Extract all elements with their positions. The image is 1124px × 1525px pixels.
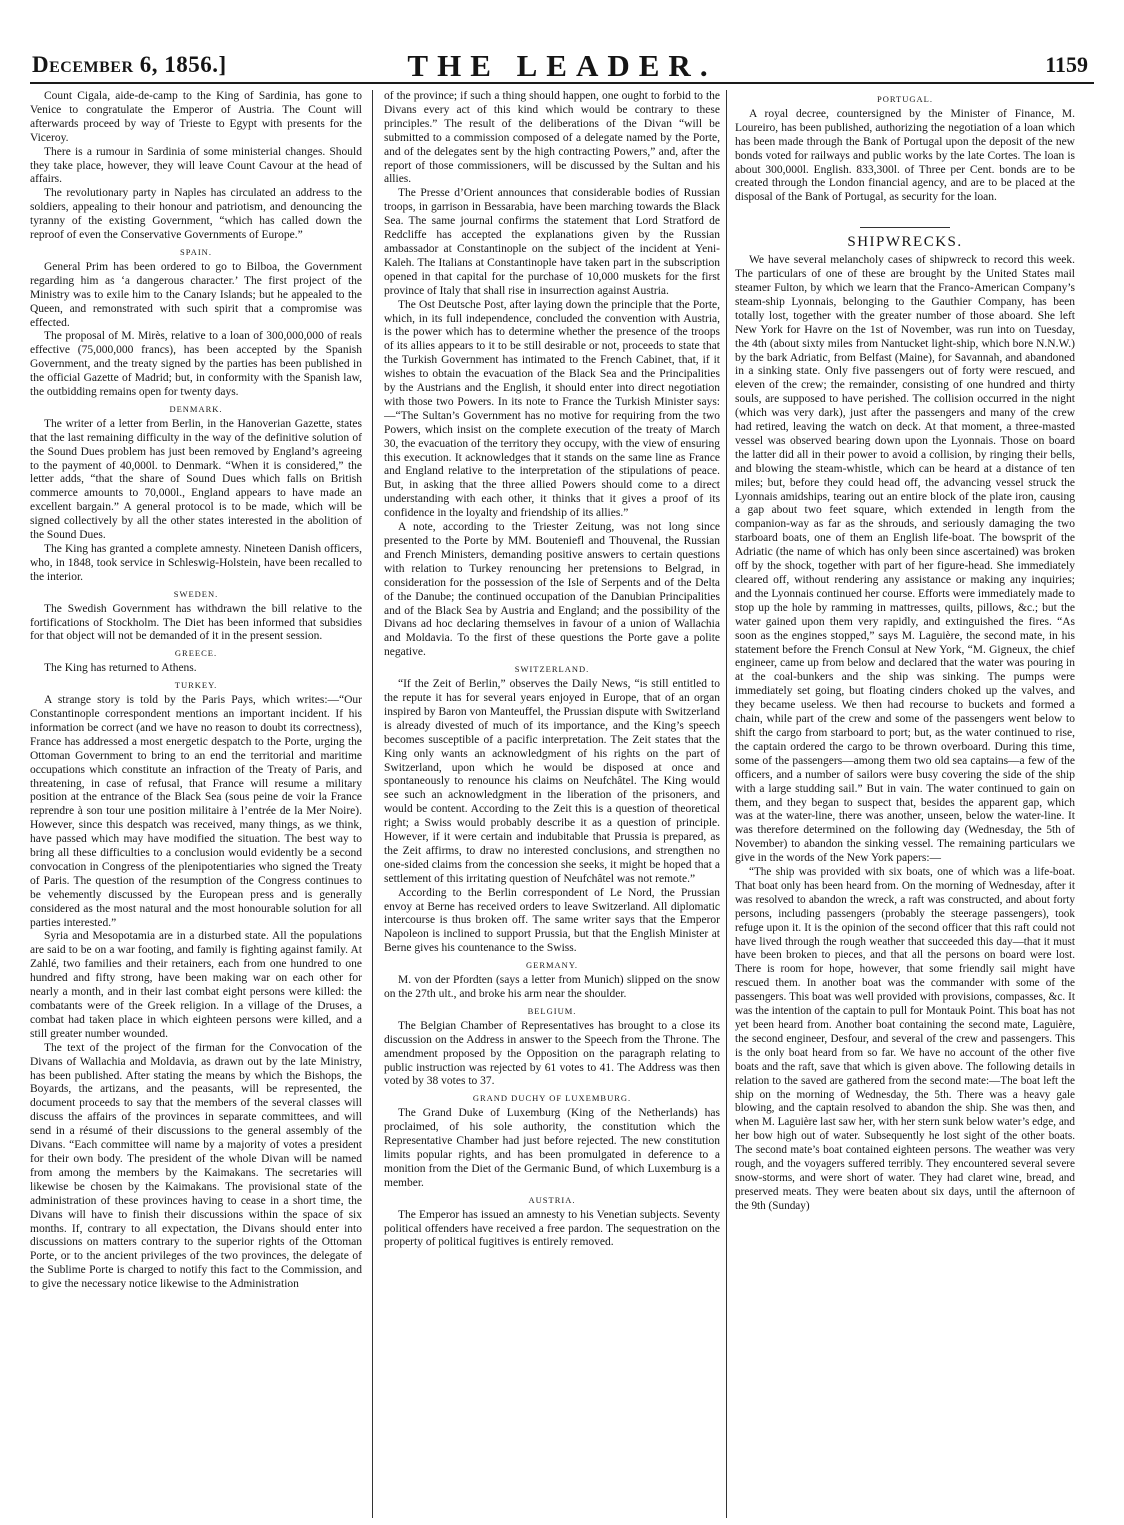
paragraph: A royal decree, countersigned by the Minister of Finance, M. Loureiro, has been published, authorizing the negotiation of a loan which has been made through the Bank of Portugal upon the deposit of the new bonds voted for railways and public works by the late Cortes. The loan is about 300,000l. English. 833,300l. of Three per Cent. bonds are to be created through the London financial agency, and are to be placed at the disposal of the Bank of Portugal, as security for the loan.: [735, 107, 1075, 204]
paragraph: The proposal of M. Mirès, relative to a loan of 300,000,000 of reals effective (75,000,000 francs), has been accepted by the Spanish Government, and the treaty signed by the parties has been published in the official Gazette of Madrid; but, in conformity with the Spanish law, the outbidding remains open for twenty days.: [30, 330, 362, 399]
paragraph: The Belgian Chamber of Representatives has brought to a close its discussion on the Address in answer to the Speech from the Throne. The amendment proposed by the Opposition on the paragraph relating to public instruction was rejected by 61 votes to 41. The Address was then voted by 38 votes to 37.: [384, 1019, 720, 1088]
page-number: 1159: [1045, 52, 1088, 77]
paragraph: The Grand Duke of Luxemburg (King of the Netherlands) has proclaimed, of his sole authority, the constitution which the Representative Chamber had just before rejected. The new constitution limits popular rights, and has been promulgated in deference to a monition from the Diet of the Germanic Bund, of which Luxemburg is a member.: [384, 1107, 720, 1189]
section-heading-germany: GERMANY.: [525, 960, 578, 971]
column-divider: [726, 90, 727, 1518]
issue-date: December 6, 1856.]: [32, 52, 227, 77]
paragraph: Count Cigala, aide-de-camp to the King of Sardinia, has gone to Venice to congratulate the Emperor of Austria. The Count will afterwards proceed by way of Trieste to Egypt with presents for the Viceroy.: [30, 90, 362, 144]
paragraph: We have several melancholy cases of shipwreck to record this week. The particulars of one of these are brought by the United States mail steamer Fulton, by which we learn that the Franco-American Company’s steam-ship Lyonnais, belonging to the Gauthier Company, has been totally lost, together with the greater number of those aboard. She left New York for Havre on the 1st of November, was run into on Tuesday, the 4th (about sixty miles from Nantucket light-ship, which bore N.N.W.) by the bark Adriatic, from Belfast (Maine), for Savannah, and abandoned in a sinking state. Only five passengers out of forty were rescued, and eleven of the crew; the remainder, consisting of one hundred and thirty souls, are supposed to have perished. The collision occurred in the night (which was very dark), just after the passengers and many of the crew had retired, leaving the watch on deck. At that moment, a three-masted vessel was observed bearing down upon the Lyonnais. Those on board the latter did all in their power to avoid a collision, by ringing their bells, and blowing the steam-whistle, which can be heard at a distance of ten miles; but, before they could head off, the advancing vessel struck the Lyonnais amidships, tearing out an entire block of the plate iron, causing a gap about two feet square, which extended in length from the companion-way as far as the shrouds, and seriously damaging the two starboard boats, one of them an English life-boat. The bowsprit of the Adriatic (the name of which has only been since ascertained) was broken off by the shock, together with part of her figure-head. She immediately cleared off, without rendering any assistance or making any inquiries; and the Lyonnais continued her course. Efforts were immediately made to stop up the hole by ramming in mattresses, quilts, pillows, &c.; but the water gained upon them very rapidly, and extinguished the fires. “As soon as the engines stopped,” says M. Laguière, the second mate, in his statement before the French Consul at New York, “M. Gigneux, the chief engineer, came up from below and declared that the water was pouring in at the coal-bunkers and the ship was sinking. The pumps were immediately set going, but floating cinders choked up the valves, and they became useless. We then had recourse to buckets and formed a chain, while part of the crew and some of the passengers went below to shift the cargo from starboard to port; but, as the water continued to rise, the captain ordered the cargo to be thrown overboard. During this time, some of the passengers—among them two old sea captains—a few of the officers, and a number of sailors were busy covering the side of the ship with a large studding sail.” But in vain. The water continued to gain on them, and they began to suspect that, besides the apparent gap, which was at the water-line, there was another, unseen, below the water-line. It was therefore determined on the following day (Wednesday, the 5th of November) to abandon the sinking vessel. The remaining particulars we give in the words of the New York papers:—: [735, 254, 1075, 865]
masthead: [30, 44, 1094, 84]
paragraph: There is a rumour in Sardinia of some ministerial changes. Should they take place, however, they will leave Count Cavour at the head of affairs.: [30, 145, 362, 186]
paragraph: A note, according to the Triester Zeitung, was not long since presented to the Porte by MM. Bouteniefl and Thouvenal, the Russian and French Ministers, demanding positive answers to certain questions with relation to Turkey renouncing her pretensions to Belgrad, in consideration for the possession of the Isle of Serpents and of the Delta of the Danube; the continued occupation of the Danubian Principalities and of the Black Sea by Austria and England; and the possibility of the Divans ad hoc declaring themselves in favour of a union of Wallachia and Moldavia. To the first of these questions the Porte gave a polite negative.: [384, 521, 720, 659]
section-heading-switzerland: SWITZERLAND.: [514, 664, 590, 675]
paragraph: The Ost Deutsche Post, after laying down the principle that the Porte, which, in its full independence, concluded the convention with Austria, is the power which has to determine whether the presence of the troops of its allies appears to it to be still desirable or not, proceeds to state that the Turkish Government has intimated to the French Cabinet, that, if it wishes to obtain the evacuation of the Black Sea and the Principalities by the Austrians and the English, it should enter into direct negotiation with those two Powers. In its note to France the Turkish Minister says:—“The Sultan’s Government has no motive for requiring from the two Powers, which insist on the complete execution of the treaty of March 30, the evacuation of the territory they occupy, with the view of ensuring this execution. It acknowledges that it stands on the same line as France and England relative to the interpretation of the stipulations of peace. But, in asking that the three allied Powers should come to a direct understanding with each other, it thinks that it gives a proof of its confidence in the loyalty and friendship of its allies.”: [384, 298, 720, 520]
paragraph: General Prim has been ordered to go to Bilboa, the Government regarding him as ‘a dangerous character.’ The first project of the Ministry was to exile him to the Canary Islands; but he appealed to the Queen, and remonstrated with such spirit that a compromise was effected.: [30, 260, 362, 329]
paragraph: “If the Zeit of Berlin,” observes the Daily News, “is still entitled to the repute it has for several years enjoyed in Europe, that of an organ inspired by Baron von Manteuffel, the Prussian dispute with Switzerland is already divested of much of its importance, and the King’s speech becomes susceptible of a pacific interpretation. The Zeit states that the King only wants an acknowledgment of his rights on the part of Switzerland, upon which he would be disposed at once and spontaneously to renounce his claims on Neufchâtel. The King would see such an acknowledgment in the liberation of the prisoners, and would be content. According to the Zeit this is a question of theoretical right; a Swiss would probably describe it as a question of principle. However, if it were certain and indubitable that Prussia is prepared, as the Zeit affirms, to draw no interested conclusions, and strengthen no one-sided claims from the concession she seeks, it might be hoped that a settlement of this irritating question of Neufchâtel was not remote.”: [384, 678, 720, 885]
section-divider: [860, 227, 950, 228]
paragraph: The text of the project of the firman for the Convocation of the Divans of Wallachia and Moldavia, as drawn out by the late Ministry, has been published. After stating the means by which the Bishops, the Boyards, the artizans, and the peasants, will be represented, the document proceeds to say that the members of the several classes will discuss the affairs of the provinces in separate committees, and will send in a résumé of their discussions to the general assembly of the Divans. “Each committee will name by a majority of votes a president for their own body. The president of the whole Divan will be named from among the members by the Kaimakans. The secretaries will likewise be chosen by the Kaimakans. The provisional state of the administration of these provinces having to cease in a short time, the Divans will have to finish their discussions within the space of six months. If, contrary to all expectation, the Divans should enter into discussions on matters contrary to the superior rights of the Ottoman Porte, or to the ancient privileges of the two provinces, the delegate of the Sublime Porte is charged to notify this fact to the Commission, and to give the necessary notice likewise to the Administration: [30, 1041, 362, 1291]
section-heading-belgium: BELGIUM.: [527, 1005, 577, 1016]
column-divider: [372, 90, 373, 1518]
paragraph: “The ship was provided with six boats, one of which was a life-boat. That boat only has been heard from. On the morning of Wednesday, after it was resolved to abandon the wreck, a raft was constructed, and about forty persons, including passengers (probably the steerage passengers), took refuge upon it. It is the opinion of the second officer that this raft could not have lived through the rough weather that succeeded this day—that it must have been broken to pieces, and that all the persons on board were lost. There is room for hope, however, that some friendly sail might have rescued them. In another boat was the commander with some of the passengers. This boat was well provided with provisions, compasses, &c. It was the intention of the captain to pull for Montauk Point. This boat has not yet been heard from. Another boat containing the second mate, Laguière, the second engineer, Desfour, and several of the crew and passengers. This is the only boat heard from so far. We have no account of the other five boats and the raft, save that which is given above. The following details in relation to the saved are gathered from the second mate:—The boat left the ship on the morning of Wednesday, the 5th. There was a heavy gale blowing, and the captain resolved to abandon the ship. She was then, and when M. Laguière last saw her, with her stern sunk below water’s edge, and her bow high out of water. Subsequently he lost sight of the other boats. The second mate’s boat contained eighteen persons. The weather was very rough, and the voyagers suffered terribly. They encountered several severe snow-storms, and were short of water. They had claret wine, bread, and preserved meats. They were beaten about six days, until the afternoon of the 9th (Sunday): [735, 866, 1075, 1212]
section-heading-austria: AUSTRIA.: [528, 1194, 576, 1205]
section-heading-greece: GREECE.: [174, 648, 218, 659]
column-right: [735, 90, 1075, 1520]
section-heading-spain: SPAIN.: [180, 246, 212, 257]
column-middle: [384, 90, 720, 1520]
section-heading-luxemburg: GRAND DUCHY OF LUXEMBURG.: [472, 1093, 632, 1104]
paragraph: The King has granted a complete amnesty. Nineteen Danish officers, who, in 1848, took service in Schleswig-Holstein, have been recalled to the interior.: [30, 543, 362, 583]
section-heading-sweden: SWEDEN.: [173, 588, 219, 599]
paragraph: The Swedish Government has withdrawn the bill relative to the fortifications of Stockholm. The Diet has been informed that subsidies for that object will not be demanded of it in the present session.: [30, 602, 362, 643]
paragraph: Syria and Mesopotamia are in a disturbed state. All the populations are said to be on a war footing, and family is fighting against family. At Zahlé, two families and their retainers, each from one hundred to one hundred and fifty strong, have been making war on each other for nearly a month, and in their last combat eight persons were killed: the combatants were of the Greek religion. In a village of the Druses, a combat had taken place in which eighteen persons were killed, and a still greater number wounded.: [30, 930, 362, 1040]
newspaper-title: THE LEADER.: [407, 48, 717, 83]
paragraph: The revolutionary party in Naples has circulated an address to the soldiers, appealing to their honour and patriotism, and denouncing the tyranny of the existing Government, “which has called down the reproof of even the Conservative Governments of Europe.”: [30, 187, 362, 242]
paragraph: The Emperor has issued an amnesty to his Venetian subjects. Seventy political offenders have received a free pardon. The sequestration on the property of political fugitives is entirely removed.: [384, 1208, 720, 1249]
section-heading-denmark: DENMARK.: [169, 403, 223, 414]
paragraph: The Presse d’Orient announces that considerable bodies of Russian troops, in garrison in Bessarabia, have been marching towards the Black Sea. The same journal confirms the statement that Lord Stratford de Redcliffe has accepted the explanations given by the Russian ambassador at Constantinople on the subject of the incident at Yeni-Kaleh. The Italians at Constantinople have taken part in the subscription opened in that capital for the purchase of 10,000 muskets for the first province of Italy that shall rise in insurrection against Austria.: [384, 187, 720, 297]
paragraph: M. von der Pfordten (says a letter from Munich) slipped on the snow on the 27th ult., and broke his arm near the shoulder.: [384, 974, 720, 1000]
paragraph: The writer of a letter from Berlin, in the Hanoverian Gazette, states that the last remaining difficulty in the way of the definitive solution of the Sound Dues problem has just been removed by England’s agreeing to the payment of 40,000l. to Denmark. “When it is considered,” the letter adds, “that the share of Sound Dues which falls on British commerce amounts to 70,000l., England appears to have made an excellent bargain.” A general protocol is to be made, which will be signed collectively by all the other states interested in the abolition of the Sound Dues.: [30, 417, 362, 542]
section-heading-portugal: PORTUGAL.: [877, 94, 933, 104]
column-left: [30, 90, 362, 1520]
paragraph: According to the Berlin correspondent of Le Nord, the Prussian envoy at Berne has received orders to leave Switzerland. All diplomatic intercourse is thus broken off. The same writer says that the Emperor Napoleon is inclined to support Prussia, but that the English Minister at Berne gives his countenance to the Swiss.: [384, 886, 720, 955]
section-heading-turkey: TURKEY.: [174, 680, 218, 691]
paragraph: A strange story is told by the Paris Pays, which writes:—“Our Constantinople correspondent mentions an important incident. If his information be correct (and we have no reason to doubt its correctness), France has addressed a most energetic despatch to the Porte, urging the Ottoman Government to bring to an end the territorial and maritime occupations which constitute an infraction of the Treaty of Paris, and threatening, in case of refusal, that France will resume a military position at the entrance of the Black Sea (sous peine de voir la France reprendre à son tour une position militaire à l’entrée de la Mer Noire). However, since this despatch was received, many things, as we think, have passed which may have modified the situation. The best way to bring all these difficulties to a conclusion would evidently be a second convocation in Congress of the plenipotentiaries who signed the Treaty of Paris. The question of the resumption of the Congress continues to be vehemently discussed by the European press and is generally considered as the most natural and the most honourable solution for all parties interested.”: [30, 694, 362, 929]
paragraph: of the province; if such a thing should happen, one ought to forbid to the Divans every act of this kind which would be contrary to these principles.” The result of the deliberations of the Divan “will be submitted to a commission composed of a delegate named by the Porte, and of the delegates sent by the high contracting Powers,” and, after the report of those commissioners, will be discussed by the Sultan and his allies.: [384, 90, 720, 186]
paragraph: The King has returned to Athens.: [44, 662, 197, 675]
section-heading-shipwrecks: SHIPWRECKS.: [847, 234, 963, 251]
